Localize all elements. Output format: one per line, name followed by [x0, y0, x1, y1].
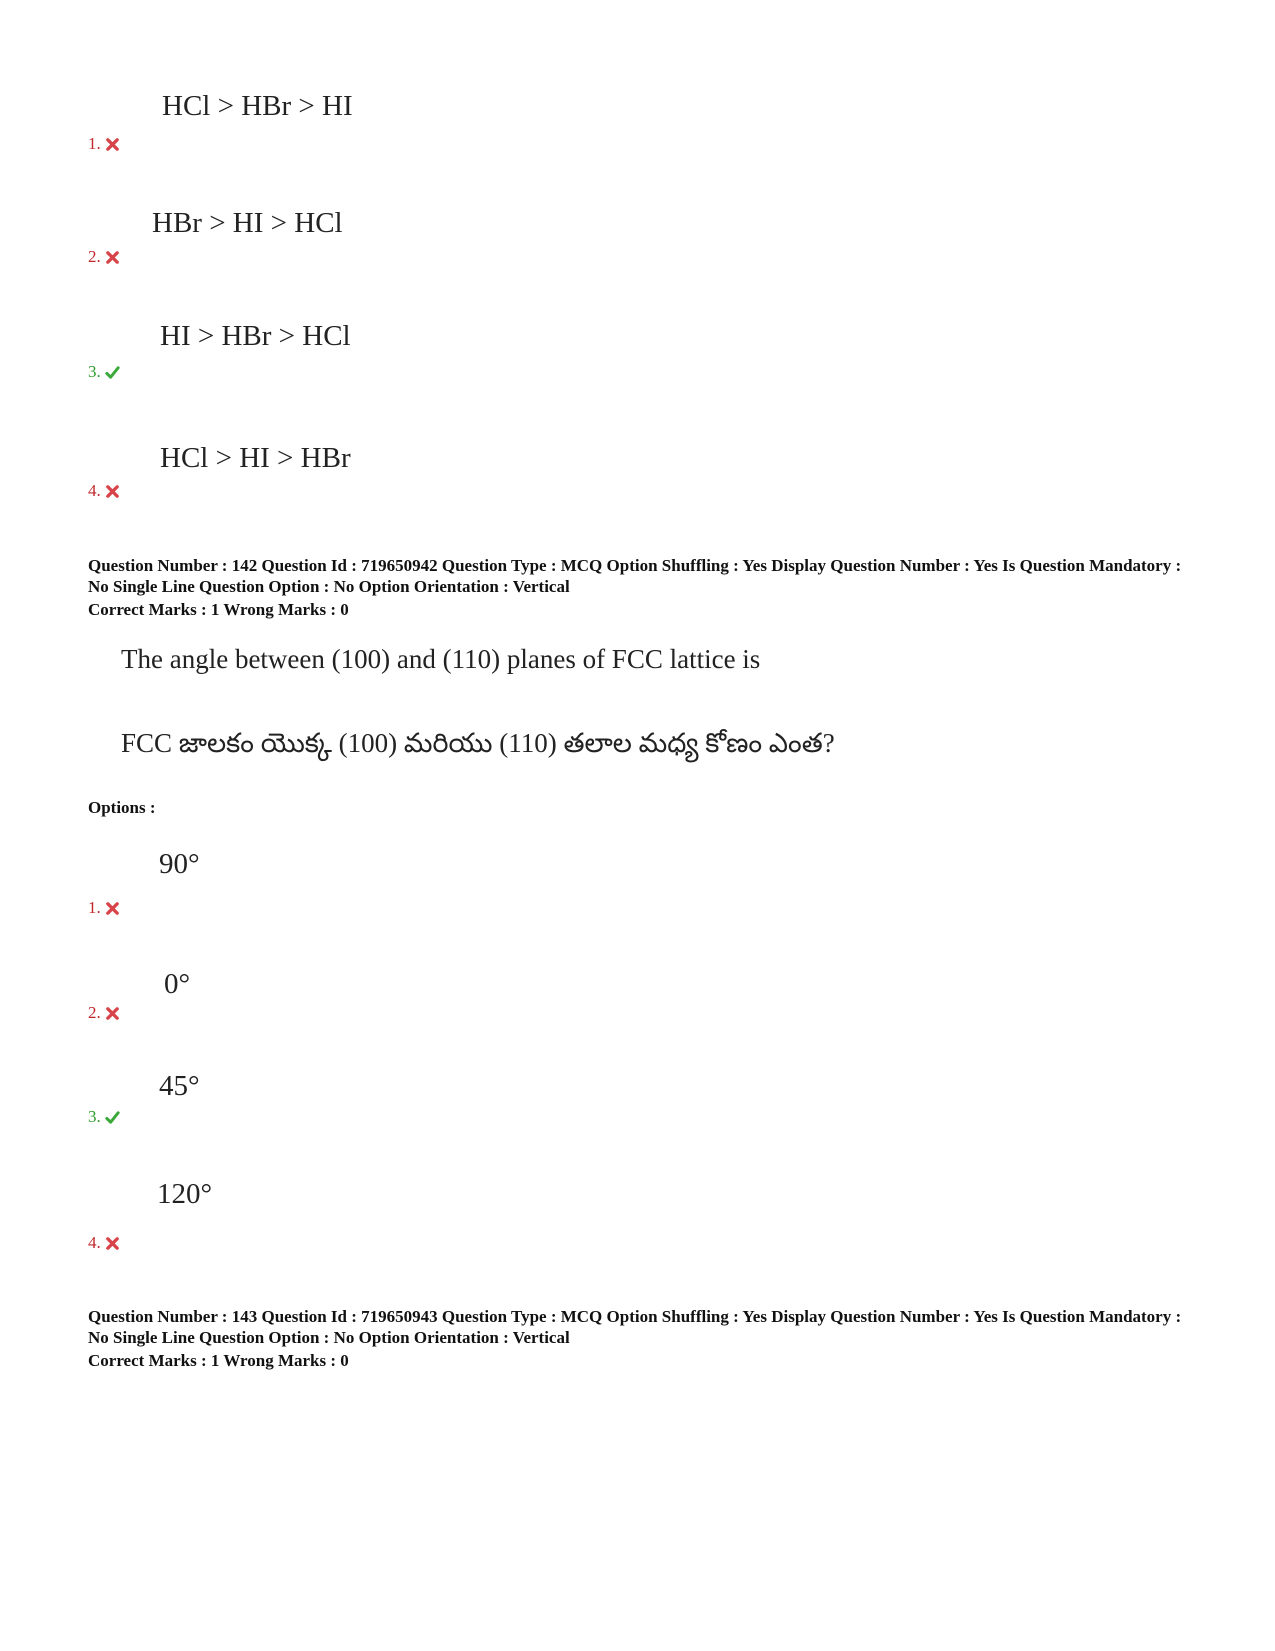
question-meta: Question Number : 143 Question Id : 719650943 Question Type : MCQ Option Shuffling : Yes Display Question Number : Yes Is Question Mandatory : No Single Line Question Option : No Option Orientation : Vertical [88, 1307, 1182, 1347]
options-label: Options : [88, 798, 156, 817]
question-marks: Correct Marks : 1 Wrong Marks : 0 [88, 600, 349, 619]
option-number: 4. [88, 481, 101, 500]
check-icon [105, 365, 120, 380]
question-meta: Question Number : 142 Question Id : 719650942 Question Type : MCQ Option Shuffling : Yes Display Question Number : Yes Is Question Mandatory : No Single Line Question Option : No Option Orientation : Vertical [88, 556, 1182, 596]
option-text: 0° [164, 968, 191, 1000]
option-number-wrong [88, 1233, 120, 1253]
question-text-english: The angle between (100) and (110) planes of FCC lattice is [121, 644, 761, 674]
option-number: 3. [88, 362, 101, 381]
cross-icon [105, 1236, 120, 1251]
option-text: HCl > HBr > HI [162, 90, 353, 122]
option-text: HBr > HI > HCl [152, 207, 343, 239]
option-number-wrong [88, 1003, 120, 1023]
option-text: HI > HBr > HCl [160, 320, 351, 352]
option-number: 2. [88, 1003, 101, 1022]
option-text: 120° [157, 1178, 213, 1210]
cross-icon [105, 484, 120, 499]
option-number: 4. [88, 1233, 101, 1252]
question-text-telugu: FCC జాలకం యొక్క (100) మరియు (110) తలాల మధ్య కోణం ఎంత? [121, 728, 835, 758]
option-number: 3. [88, 1107, 101, 1126]
option-number-wrong [88, 134, 120, 154]
option-text: 90° [159, 848, 200, 880]
check-icon [105, 1110, 120, 1125]
option-number: 1. [88, 134, 101, 153]
option-number-correct [88, 362, 120, 382]
option-number: 1. [88, 898, 101, 917]
option-text: HCl > HI > HBr [160, 442, 351, 474]
option-number-wrong [88, 247, 120, 267]
cross-icon [105, 1006, 120, 1021]
cross-icon [105, 901, 120, 916]
option-number: 2. [88, 247, 101, 266]
cross-icon [105, 137, 120, 152]
question-marks: Correct Marks : 1 Wrong Marks : 0 [88, 1351, 349, 1370]
option-text: 45° [159, 1070, 200, 1102]
option-number-correct [88, 1107, 120, 1127]
cross-icon [105, 250, 120, 265]
option-number-wrong [88, 898, 120, 918]
option-number-wrong [88, 481, 120, 501]
